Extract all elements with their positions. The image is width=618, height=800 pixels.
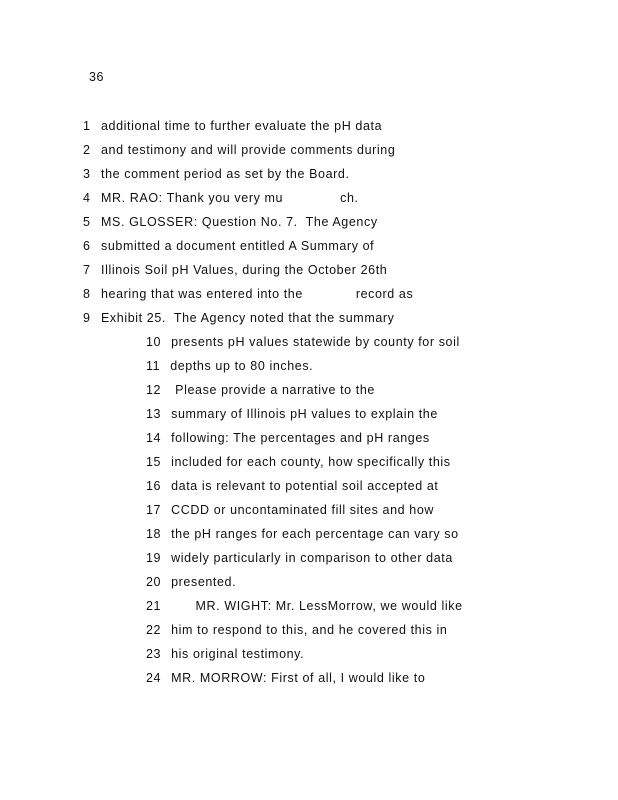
line-text: included for each county, how specifically this: [171, 455, 451, 469]
transcript-line: [146, 622, 447, 638]
line-text: the comment period as set by the Board.: [101, 167, 350, 181]
line-text: MS. GLOSSER: Question No. 7. The Agency: [101, 215, 378, 229]
line-number: 16: [146, 479, 162, 493]
line-text: summary of Illinois pH values to explain the: [171, 407, 438, 421]
line-number: 11: [146, 359, 161, 373]
transcript-line: [83, 310, 395, 326]
line-number: 18: [146, 527, 162, 541]
transcript-line: [146, 598, 463, 614]
transcript-line: [146, 646, 304, 662]
transcript-line: [146, 502, 434, 518]
transcript-line: [83, 238, 374, 254]
line-number: 9: [83, 311, 91, 325]
line-text: and testimony and will provide comments during: [101, 143, 396, 157]
line-number: 3: [83, 167, 91, 181]
line-text: MR. WIGHT: Mr. LessMorrow, we would like: [171, 599, 463, 613]
line-text: CCDD or uncontaminated fill sites and how: [171, 503, 435, 517]
line-text: presented.: [171, 575, 237, 589]
page-number: 36: [89, 70, 105, 84]
transcript-line: [83, 262, 387, 278]
line-number: 24: [146, 671, 162, 685]
line-number: 13: [146, 407, 162, 421]
line-text: submitted a document entitled A Summary of: [101, 239, 375, 253]
line-number: 22: [146, 623, 162, 637]
line-text: following: The percentages and pH ranges: [171, 431, 430, 445]
line-number: 2: [83, 143, 91, 157]
line-number: 6: [83, 239, 91, 253]
line-text: additional time to further evaluate the pH data: [101, 119, 383, 133]
transcript-line: [146, 526, 459, 542]
transcript-line: [83, 214, 378, 230]
line-number: 23: [146, 647, 162, 661]
line-number: 17: [146, 503, 162, 517]
transcript-line: [83, 166, 350, 182]
transcript-line: [83, 190, 359, 206]
line-text: Illinois Soil pH Values, during the October 26th: [101, 263, 388, 277]
line-number: 15: [146, 455, 162, 469]
line-number: 1: [83, 119, 91, 133]
line-text: Please provide a narrative to the: [171, 383, 375, 397]
line-text: widely particularly in comparison to other data: [171, 551, 453, 565]
line-text: depths up to 80 inches.: [170, 359, 314, 373]
transcript-line: [146, 550, 453, 566]
transcript-line: [146, 670, 425, 686]
line-text: MR. MORROW: First of all, I would like to: [171, 671, 426, 685]
line-text: data is relevant to potential soil accepted at: [171, 479, 439, 493]
transcript-line: [83, 286, 413, 302]
transcript-line: [146, 454, 451, 470]
transcript-line: [146, 358, 313, 374]
transcript-line: [146, 334, 460, 350]
transcript-line: [83, 118, 382, 134]
line-number: 5: [83, 215, 91, 229]
line-text: Exhibit 25. The Agency noted that the summary: [101, 311, 395, 325]
transcript-line: [83, 142, 395, 158]
line-number: 20: [146, 575, 162, 589]
line-number: 7: [83, 263, 91, 277]
line-number: 4: [83, 191, 91, 205]
transcript-line: [146, 382, 375, 398]
line-text: hearing that was entered into the record as: [101, 287, 414, 301]
transcript-line: [146, 406, 438, 422]
line-text: MR. RAO: Thank you very mu ch.: [101, 191, 359, 205]
line-number: 19: [146, 551, 162, 565]
line-number: 10: [146, 335, 162, 349]
transcript-line: [146, 430, 430, 446]
line-text: the pH ranges for each percentage can vary so: [171, 527, 459, 541]
line-text: his original testimony.: [171, 647, 305, 661]
line-number: 8: [83, 287, 91, 301]
line-number: 12: [146, 383, 162, 397]
line-number: 14: [146, 431, 162, 445]
transcript-line: [146, 478, 438, 494]
line-text: him to respond to this, and he covered this in: [171, 623, 448, 637]
line-number: 21: [146, 599, 162, 613]
line-text: presents pH values statewide by county for soil: [171, 335, 460, 349]
transcript-line: [146, 574, 236, 590]
